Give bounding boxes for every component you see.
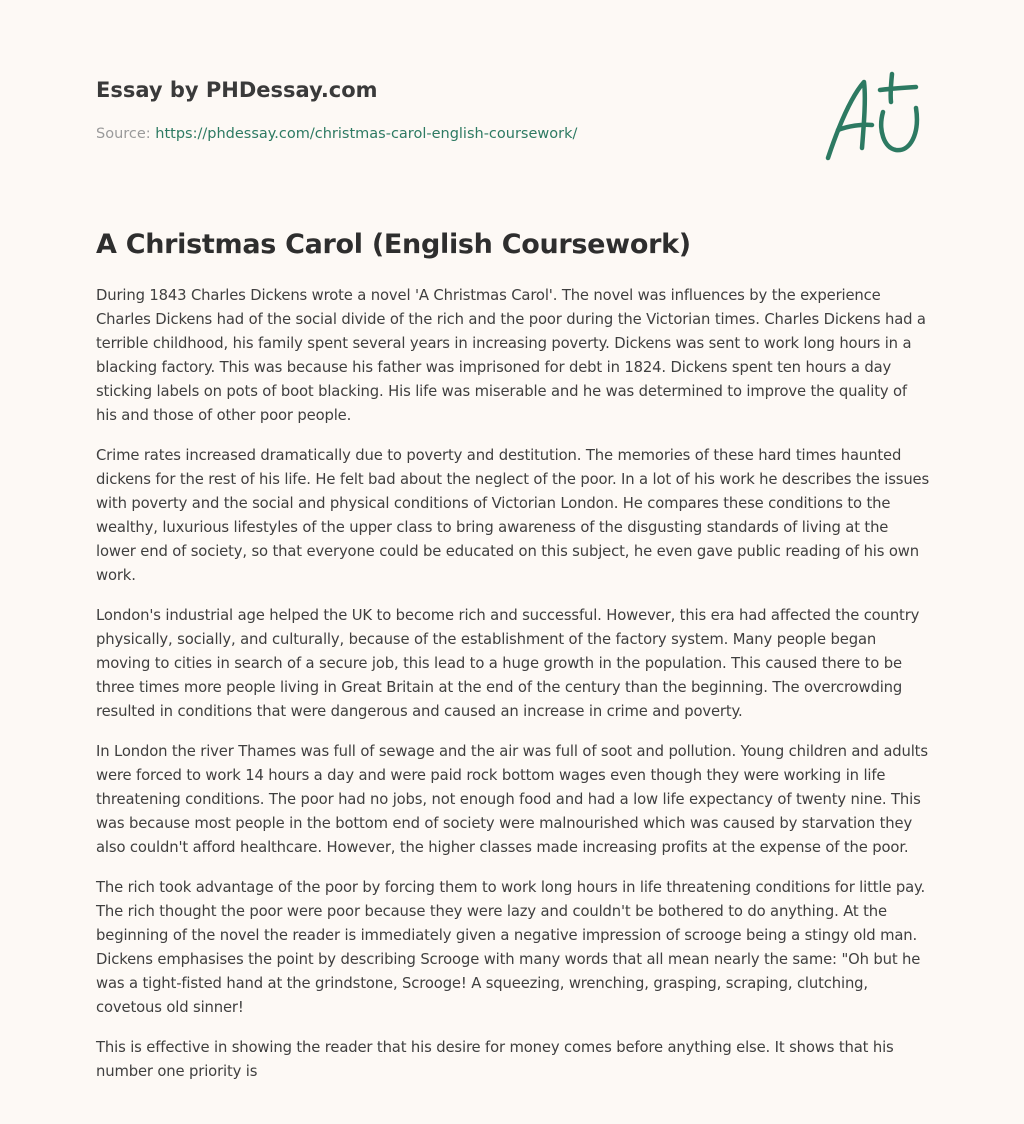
header <box>96 76 796 144</box>
paragraph-4: In London the river Thames was full of sewage and the air was full of soot and pollution. Young children and adults were forced to work 14 hours a day and were paid rock bottom wages even though they were working in life threatening conditions. The poor had no jobs, not enough food and had a low life expectancy of twenty nine. This was because most people in the bottom end of society were malnourished which was caused by starvation they also couldn't afford healthcare. However, the higher classes made increasing profits at the expense of the poor. <box>96 743 928 856</box>
site-brand: Essay by PHDessay.com <box>96 78 378 102</box>
source-line <box>96 124 796 144</box>
essay-body <box>96 284 932 1100</box>
source-label: Source: <box>96 126 151 142</box>
paragraph-3: London's industrial age helped the UK to become rich and successful. However, this era had affected the country physically, socially, and culturally, because of the establishment of the factory system. Many people began moving to cities in search of a secure job, this lead to a huge growth in the population. This caused there to be three times more people living in Great Britain at the end of the century than the beginning. The overcrowding resulted in conditions that were dangerous and caused an increase in crime and poverty. <box>96 607 920 720</box>
paragraph-5: The rich took advantage of the poor by forcing them to work long hours in life threatening conditions for little pay. The rich thought the poor were poor because they were lazy and couldn't be bothered to do anything. At the beginning of the novel the reader is immediately given a negative impression of scrooge being a stingy old man. Dickens emphasises the point by describing Scrooge with many words that all mean nearly the same: "Oh but he was a tight-fisted hand at the grindstone, Scrooge! A squeezing, wrenching, grasping, scraping, clutching, covetous old sinner! <box>96 879 926 1016</box>
a-plus-logo-icon <box>820 68 930 168</box>
paragraph-2: Crime rates increased dramatically due to poverty and destitution. The memories of these hard times haunted dickens for the rest of his life. He felt bad about the neglect of the poor. In a lot of his work he describes the issues with poverty and the social and physical conditions of Victorian London. He compares these conditions to the wealthy, luxurious lifestyles of the upper class to bring awareness of the disgusting standards of living at the lower end of society, so that everyone could be educated on this subject, he even gave public reading of his own work. <box>96 447 930 584</box>
paragraph-1: During 1843 Charles Dickens wrote a novel 'A Christmas Carol'. The novel was influences by the experience Charles Dickens had of the social divide of the rich and the poor during the Victorian times. Charles Dickens had a terrible childhood, his family spent several years in increasing poverty. Dickens was sent to work long hours in a blacking factory. This was because his father was imprisoned for debt in 1824. Dickens spent ten hours a day sticking labels on pots of boot blacking. His life was miserable and he was determined to improve the quality of his and those of other poor people. <box>96 287 926 424</box>
paragraph-6: This is effective in showing the reader that his desire for money comes before anything else. It shows that his number one priority is <box>96 1039 894 1080</box>
essay-title: A Christmas Carol (English Coursework) <box>96 229 691 260</box>
source-link[interactable]: https://phdessay.com/christmas-carol-english-coursework/ <box>155 126 578 142</box>
